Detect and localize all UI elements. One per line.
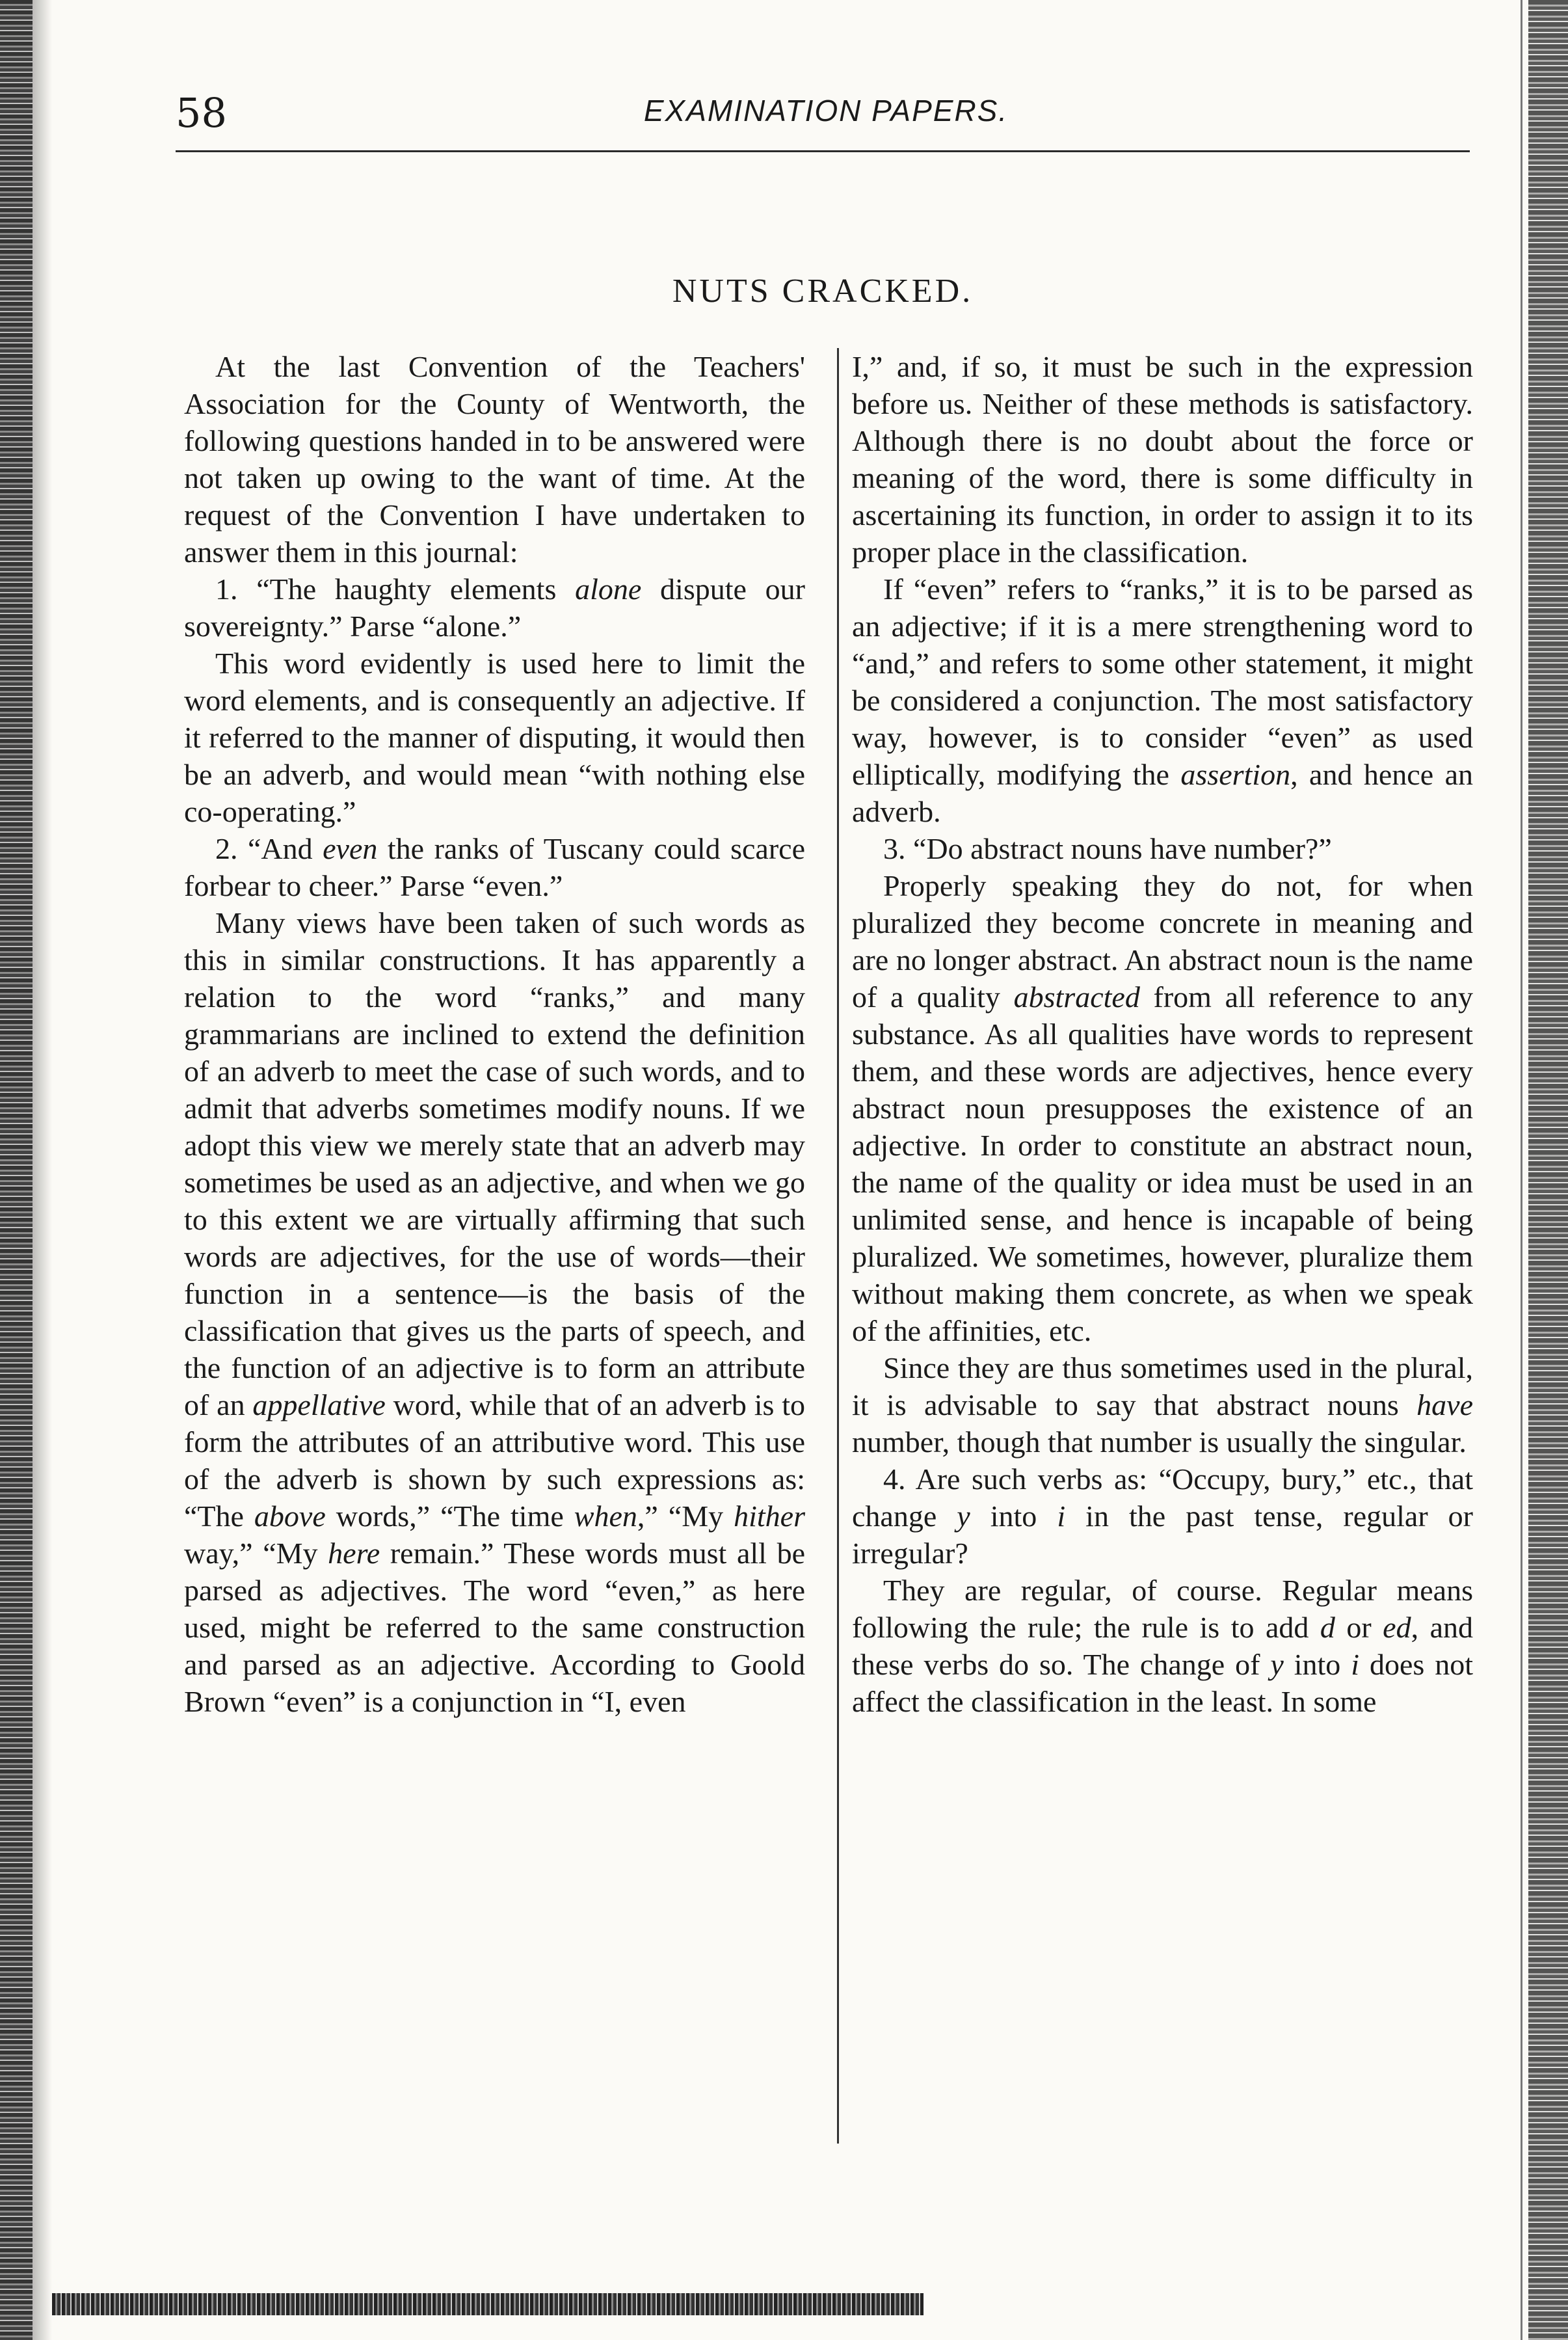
right-binding-edge [1528,0,1568,2340]
column-divider [837,348,839,2144]
answer-2: Many views have been taken of such words as this in similar constructions. It has apparently a relation to the word “ranks,” and many grammarians are inclined to extend the definition of an adverb to meet the case of such words, and to admit that adverbs sometimes modify nouns. If we adopt this view we merely state that an adverb may sometimes be used as an adjective, and when we go to this extent we are virtually affirming that such words are adjectives, for the use of words—their function in a sentence—is the basis of the classification that gives us the parts of speech, and the function of an adjective is to form an attribute of an appellative word, while that of an adverb is to form the attributes of an attributive word. This use of the adverb is shown by such expressions as: “The above words,” “The time when,” “My hither way,” “My here remain.” These words must all be parsed as adjectives. The word “even,” as here used, might be referred to the same construction and parsed as an adjective. According to Goold Brown “even” is a conjunction in “I, even [184,906,805,1718]
continuation-paragraph: I,” and, if so, it must be such in the expression before us. Neither of these methods is satisfactory. Although there is no doubt about the force or meaning of the word, there is some difficulty in ascertaining its function, in order to assign it to its proper place in the classification. [852,350,1473,569]
left-column [184,348,805,1720]
bottom-edge-strip [52,2293,924,2315]
answer-1: This word evidently is used here to limit the word elements, and is consequently an adjective. If it referred to the manner of disputing, it would then be an adverb, and would mean “with nothing else co-operating.” [184,647,805,828]
page-header [176,81,1470,153]
even-paragraph: If “even” refers to “ranks,” it is to be parsed as an adjective; if it is a mere strengthening word to “and,” and refers to some other statement, it might be considered a conjunction. The most satisfactory way, however, is to consider “even” as used elliptically, modifying the assertion, and hence an adverb. [852,572,1473,828]
question-4: 4. Are such verbs as: “Occupy, bury,” etc., that change y into i in the past tense, regular or irregular? [852,1462,1473,1570]
answer-4: They are regular, of course. Regular means following the rule; the rule is to add d or ed, and these verbs do so. The change of y into i does not affect the classification in the least. In some [852,1574,1473,1718]
question-3: 3. “Do abstract nouns have number?” [883,832,1332,865]
intro-paragraph: At the last Convention of the Teachers' Association for the County of Wentworth, the following questions handed in to be answered were not taken up owing to the want of time. At the request of the Convention I have undertaken to answer them in this journal: [184,350,805,569]
right-column [852,348,1473,1720]
question-1: 1. “The haughty elements alone dispute our sovereignty.” Parse “alone.” [184,572,805,643]
question-2: 2. “And even the ranks of Tuscany could scarce forbear to cheer.” Parse “even.” [184,832,806,902]
header-rule [176,150,1470,152]
right-margin-line [1521,0,1522,2340]
answer-3-continued: Since they are thus sometimes used in the plural, it is advisable to say that abstract nouns have number, though that number is usually the singular. [852,1351,1473,1459]
page-number: 58 [176,89,227,137]
article-title: NUTS CRACKED. [672,273,974,310]
running-title: EXAMINATION PAPERS. [643,94,1009,128]
answer-3: Properly speaking they do not, for when pluralized they become concrete in meaning and are no longer abstract. An abstract noun is the name of a quality abstracted from all reference to any substance. As all qualities have words to represent them, and these words are adjectives, hence every abstract noun presupposes the existence of an adjective. In order to constitute an abstract noun, the name of the quality or idea must be used in an unlimited sense, and hence is incapable of being pluralized. We sometimes, however, pluralize them without making them concrete, as when we speak of the affinities, etc. [852,869,1473,1347]
left-binding-edge [0,0,33,2340]
left-binding-shadow [33,0,52,2340]
